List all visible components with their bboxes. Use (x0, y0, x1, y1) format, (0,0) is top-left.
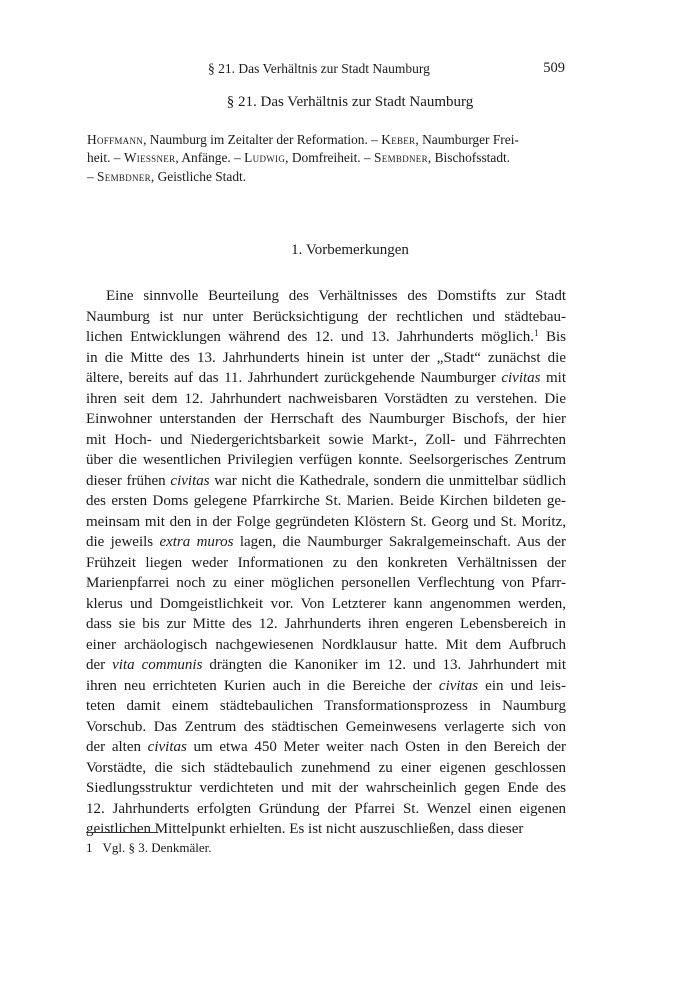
bib-author: Hoffmann (87, 132, 144, 147)
text-line: Eine sinnvolle Beurteilung des Verhältnisses des Domstifts zur Stadt (106, 288, 566, 304)
text-line: klerus und Domgeistlichkeit vor. Von Letzterer kann angenommen werden, (86, 595, 566, 612)
emphasis: extra muros (159, 534, 234, 550)
text-line: in die Mitte des 13. Jahrhunderts hinein ist unter der „Stadt“ zunächst die (86, 349, 566, 366)
bib-work: , Bischofsstadt. (427, 150, 511, 166)
bibliography-line (87, 149, 565, 167)
emphasis: civitas (438, 677, 479, 694)
bib-author: Sembdner (97, 168, 151, 184)
text-line: der vita communis drängten die Kanoniker im 12. und 13. Jahrhundert mit (86, 657, 567, 673)
bibliography (87, 131, 565, 186)
bib-work: , Anfänge. – (175, 150, 245, 166)
bib-author: Sembdner (374, 150, 428, 166)
subsection-title: 1. Vorbemerkungen (291, 242, 409, 258)
text-line: einer archäologisch nachgewiesenen Nordklausur hatte. Mit dem Aufbruch (86, 636, 566, 653)
text-line: Siedlungsstruktur verdichteten und mit der wahrscheinlich gegen Ende des (86, 780, 566, 796)
footnote-text: Vgl. § 3. Denkmäler. (102, 840, 212, 855)
text-line: die jeweils extra muros lagen, die Naumburger Sakralgemeinschaft. Aus der (86, 534, 566, 550)
text-line: mit Hoch- und Niedergerichtsbarkeit sowie Markt-, Zoll- und Fährrechten (86, 431, 566, 448)
emphasis: vita communis (112, 657, 203, 673)
bib-work: – (87, 168, 98, 184)
bib-work: , Geistliche Stadt. (150, 168, 247, 184)
bibliography-line (87, 168, 565, 186)
text-line: dass sie bis zur Mitte des 12. Jahrhunderts ihren engeren Lebensbereich in (86, 616, 566, 632)
text-line: Marienpfarrei noch zu einer möglichen personellen Verflechtung von Pfarr- (86, 575, 566, 591)
emphasis: civitas (170, 472, 210, 489)
bib-work: heit. – (87, 150, 124, 166)
text-line: ihren neu errichteten Kurien auch in die Bereiche der civitas ein und leis- (86, 677, 567, 694)
text-line: ältere, bereits auf das 11. Jahrhundert zurückgehende Naumburger civitas mit (86, 370, 566, 386)
body-paragraph (86, 286, 566, 840)
bibliography-line (87, 131, 565, 149)
text-line: 12. Jahrhunderts erfolgten Gründung der Pfarrei St. Wenzel einen eigenen (86, 800, 566, 817)
text-line: Frühzeit liegen weder Informationen zu den konkreten Verhältnissen der (86, 554, 566, 571)
text-line: der alten civitas um etwa 450 Meter weiter nach Osten in den Bereich der (86, 739, 566, 755)
text-line: lichen Entwicklungen während des 12. und 13. Jahrhunderts möglich.$^1$ Bis (86, 328, 566, 345)
text-line: geistlichen Mittelpunkt erhielten. Es ist nicht auszuschließen, dass dieser (86, 821, 524, 837)
section-title: § 21. Das Verhältnis zur Stadt Naumburg (226, 94, 474, 110)
running-head: § 21. Das Verhältnis zur Stadt Naumburg (208, 61, 430, 76)
bib-work: , Domfreiheit. – (285, 150, 375, 166)
text-line: meinsam mit den in der Folge gegründeten Klöstern St. Georg und St. Moritz, (86, 513, 566, 530)
text-line: Vorschub. Das Zentrum des städtischen Gemeinwesens verlagerte sich von (86, 718, 566, 735)
footnote-ref: 1 (534, 328, 539, 338)
footnote-divider (86, 832, 158, 833)
footnote-number: 1 (86, 840, 93, 855)
text-line: Einwohner unterstanden der Herrschaft des Naumburger Bischofs, der hier (86, 411, 566, 427)
bib-author: Keber (381, 132, 416, 147)
text-line: Naumburg ist nur unter Berücksichtigung der rechtlichen und städtebau- (86, 308, 566, 325)
footnote (86, 840, 212, 856)
text-line: ihren seit dem 12. Jahrhundert nachweisbaren Vorstädten zu verstehen. Die (86, 390, 566, 407)
emphasis: civitas (501, 370, 541, 386)
bib-author: Wiessner (123, 150, 176, 166)
bib-work: , Naumburg im Zeitalter der Reformation. – (143, 132, 382, 147)
bib-author: Ludwig (244, 150, 286, 166)
bib-work: , Naumburger Frei- (415, 132, 519, 147)
text-line: des ersten Doms gelegene Pfarrkirche St. Marien. Beide Kirchen bildeten ge- (86, 493, 566, 509)
text-line: dieser frühen civitas war nicht die Kathedrale, sondern die unmittelbar südlich (86, 472, 567, 489)
text-line: Vorstädte, die sich städtebaulich zunehmend zu einer eigenen geschlossen (86, 759, 566, 776)
text-line: teten damit einem städtebaulichen Transformationsprozess in Naumburg (86, 698, 566, 714)
text-line: über die wesentlichen Privilegien verfügen konnte. Seelsorgerisches Zentrum (86, 452, 566, 468)
page-number: 509 (543, 60, 565, 76)
emphasis: civitas (147, 739, 187, 755)
